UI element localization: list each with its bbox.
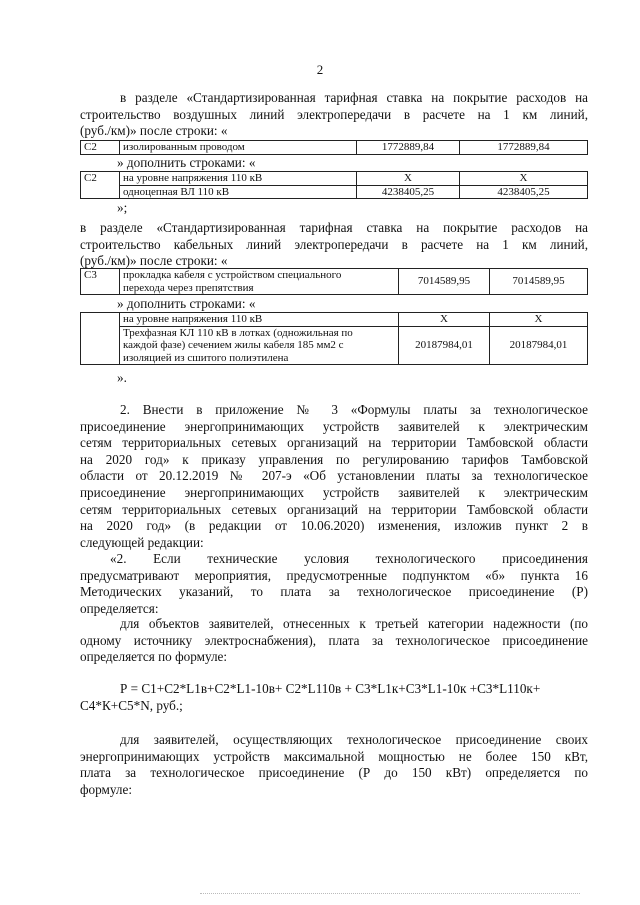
section-1-line-3: (руб./км)» после строки: « [80, 123, 228, 139]
row-name: одноцепная ВЛ 110 кВ [120, 185, 357, 199]
page-number: 2 [316, 62, 324, 77]
row-value-1: 7014589,95 [399, 269, 490, 295]
table-cable-110kv [80, 312, 588, 365]
table-row [81, 172, 588, 186]
row-code: С2 [81, 141, 120, 155]
up-to-150kw-line-1: для заявителей, осуществляющих технологическое присоединение своих [120, 732, 588, 747]
table-air-insulated [80, 140, 588, 155]
section-2-add: » дополнить строками: « [117, 296, 256, 311]
section-1-line-2: строительство воздушных линий электропередачи в расчете на 1 км линий, [80, 106, 588, 122]
table-row [81, 185, 588, 199]
row-value-1: Х [399, 313, 490, 327]
quote-paragraph [80, 551, 588, 617]
row-name-line-1: прокладка кабеля с устройством специального [123, 269, 342, 281]
section-1-line-1: в разделе «Стандартизированная тарифная ставка на покрытие расходов на [120, 90, 588, 105]
row-code: С3 [81, 269, 120, 295]
row-code-empty [81, 313, 120, 365]
table-row [81, 141, 588, 155]
table-air-110kv [80, 171, 588, 199]
section-2-close: ». [117, 370, 127, 385]
up-to-150kw-line-4: формуле: [80, 781, 132, 797]
table-row [81, 326, 588, 365]
section-1-text [80, 90, 588, 140]
row-code: С2 [81, 172, 120, 199]
quote-line-3: Методических указаний, то плата за технологическое присоединение (Р) [80, 584, 588, 600]
category-3-line-2: одному источнику электроснабжения), плата за технологическое присоединение [80, 632, 588, 648]
bottom-scan-line [200, 893, 580, 894]
row-name [120, 269, 399, 295]
section-1-close: »; [117, 200, 128, 215]
row-name: на уровне напряжения 110 кВ [120, 172, 357, 186]
row-value-2: Х [460, 172, 588, 186]
section-2-line-1: в разделе «Стандартизированная тарифная ставка на покрытие расходов на [80, 220, 588, 235]
up-to-150kw-line-3: плата за технологическое присоединение (Р до 150 кВт) определяется по [80, 765, 588, 781]
item-2-line-6: присоединение энергопринимающих устройств заявителей к электрическим [80, 484, 588, 500]
quote-line-4: определяется: [80, 600, 159, 616]
row-value-1: 1772889,84 [357, 141, 460, 155]
quote-line-1: «2. Если технические условия технологического присоединения [110, 551, 588, 566]
formula [80, 681, 588, 714]
row-name [120, 326, 399, 365]
item-2-line-2: присоединение энергопринимающих устройств заявителей к электрическим [80, 418, 588, 434]
table-row [81, 313, 588, 327]
category-3-line-3: определяется по формуле: [80, 649, 228, 665]
row-value-1: 4238405,25 [357, 185, 460, 199]
row-name: изолированным проводом [120, 141, 357, 155]
item-2-line-8: на 2020 год» (в редакции от 10.06.2020) изменения, изложив пункт 2 в [80, 518, 588, 534]
formula-line-2: С4*К+С5*N, руб.; [80, 697, 183, 713]
item-2-line-7: сетям территориальных сетевых организаций на территории Тамбовской области [80, 501, 588, 517]
row-value-2: 7014589,95 [490, 269, 588, 295]
row-value-1: Х [357, 172, 460, 186]
up-to-150kw-line-2: энергопринимающих устройств максимальной мощностью не более 150 кВт, [80, 748, 588, 764]
category-3-line-1: для объектов заявителей, отнесенных к третьей категории надежности (по [120, 616, 588, 631]
section-2-line-2: строительство кабельных линий электропередачи в расчете на 1 км линий, [80, 236, 588, 252]
section-2-text [80, 220, 588, 270]
category-3-paragraph [80, 616, 588, 666]
item-2-line-5: области от 20.12.2019 № 207-э «Об установлении платы за технологическое [80, 468, 588, 484]
item-2-line-9: следующей редакции: [80, 534, 204, 550]
table-cable-crossing [80, 268, 588, 295]
up-to-150kw-paragraph [80, 732, 588, 798]
section-1-add: » дополнить строками: « [117, 155, 256, 170]
table-row [81, 269, 588, 295]
row-name: на уровне напряжения 110 кВ [120, 313, 399, 327]
row-name-line-3: изоляцией из сшитого полиэтилена [123, 351, 289, 364]
quote-line-2: предусматривают мероприятия, предусмотренные подпунктом «б» пункта 16 [80, 567, 588, 583]
section-2-line-3: (руб./км)» после строки: « [80, 253, 228, 269]
item-2-line-3: сетям территориальных сетевых организаций на территории Тамбовской области [80, 435, 588, 451]
row-name-line-1: Трехфазная КЛ 110 кВ в лотках (одножильная по [123, 326, 353, 339]
row-value-2: 1772889,84 [460, 141, 588, 155]
item-2-line-1: 2. Внести в приложение № 3 «Формулы платы за технологическое [120, 402, 588, 417]
row-name-line-2: перехода через препятствия [123, 281, 254, 294]
item-2-line-4: на 2020 год» к приказу управления по регулированию тарифов Тамбовской [80, 451, 588, 467]
row-value-2: 4238405,25 [460, 185, 588, 199]
row-value-1: 20187984,01 [399, 326, 490, 365]
row-value-2: 20187984,01 [490, 326, 588, 365]
row-value-2: Х [490, 313, 588, 327]
formula-line-1: Р = С1+С2*L1в+С2*L1-10в+ С2*L110в + С3*L1к+С3*L1-10к +С3*L110к+ [120, 681, 541, 696]
row-name-line-2: каждой фазе) сечением жилы кабеля 185 мм2 с [123, 339, 344, 351]
item-2-paragraph [80, 402, 588, 551]
